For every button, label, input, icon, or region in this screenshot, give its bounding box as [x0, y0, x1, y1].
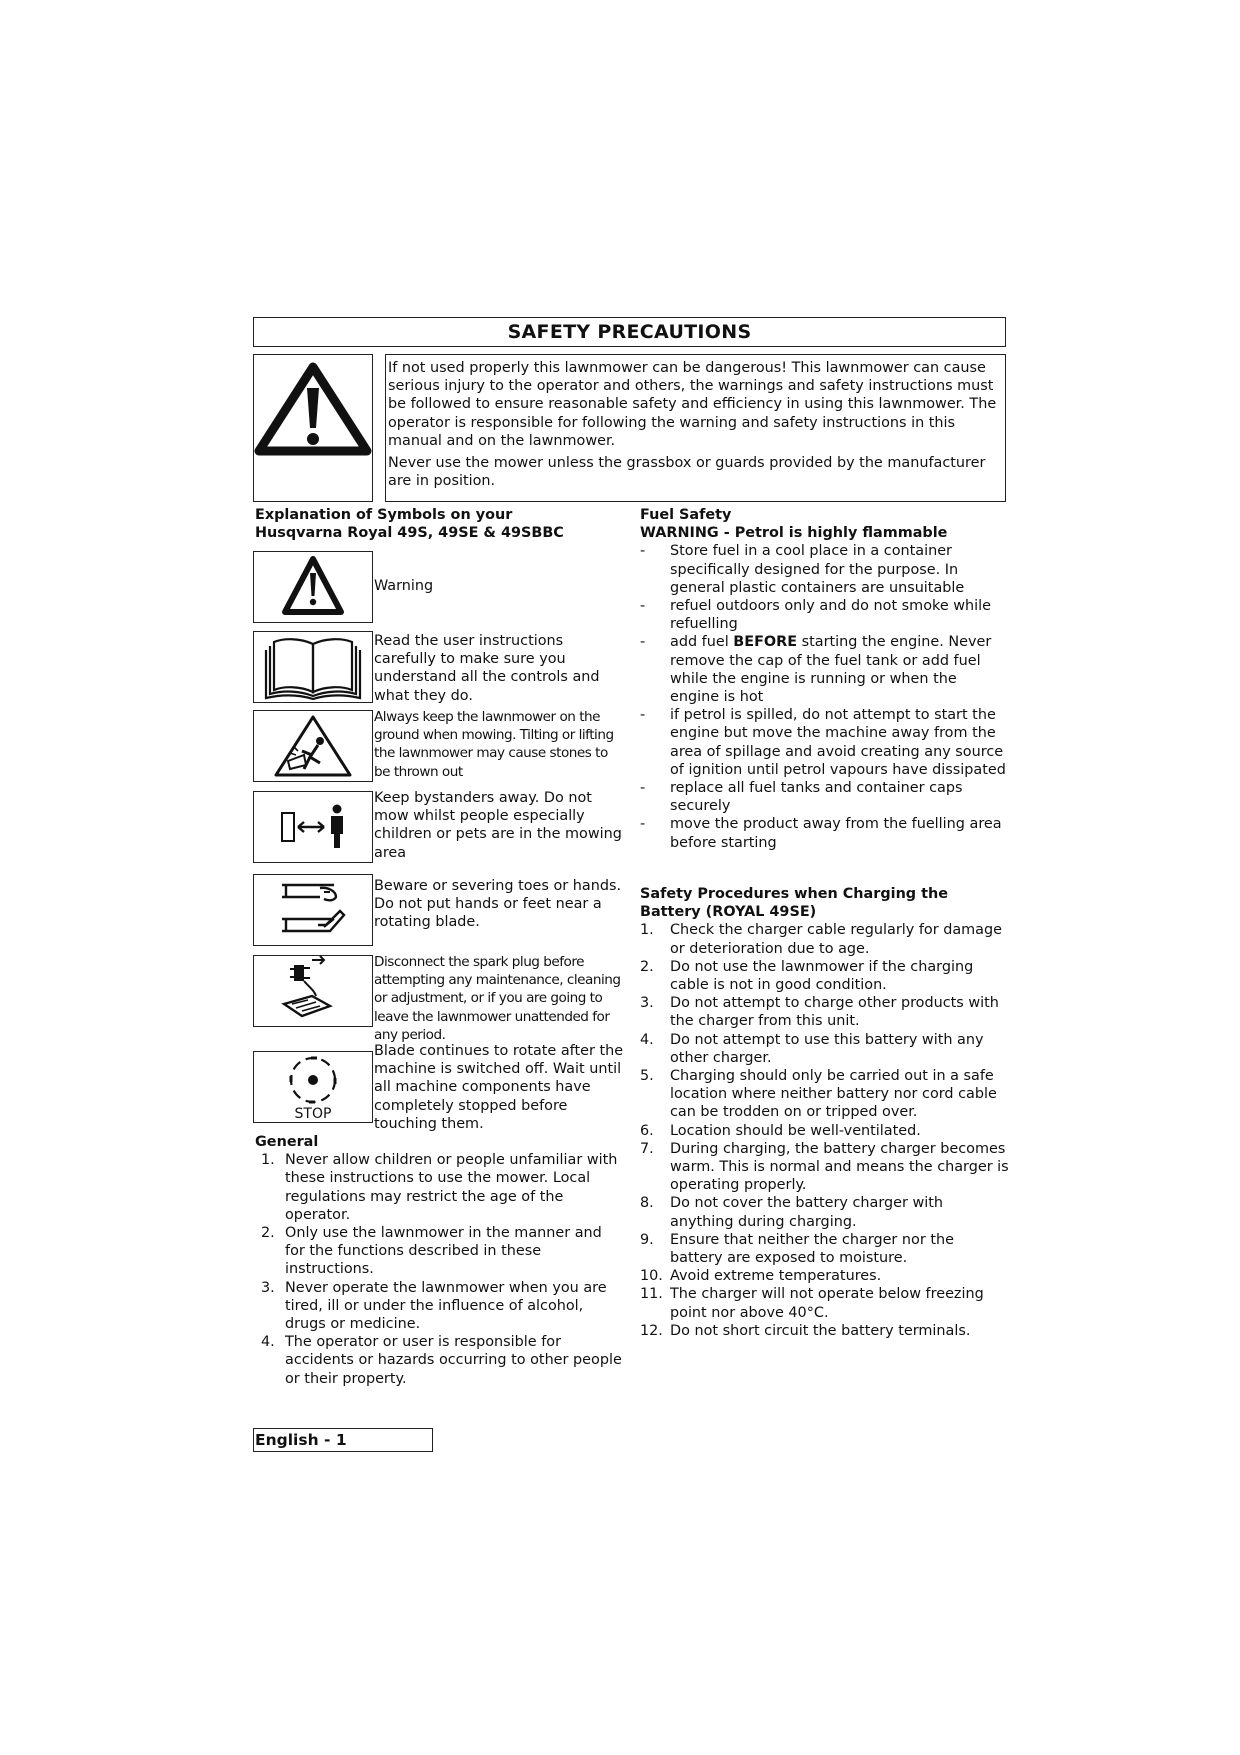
intro-paragraph: Never use the mower unless the grassbox or guards provided by the manufacturer are in position.: [388, 455, 986, 490]
list-item: - move the product away from the fuelling area before starting: [640, 816, 1002, 851]
symbol-description: Beware or severing toes or hands. Do not put hands or feet near a rotating blade.: [374, 878, 622, 931]
symbols-heading-line: Husqvarna Royal 49S, 49SE & 49SBBC: [255, 525, 564, 542]
warning-triangle-icon: [254, 552, 372, 622]
symbols-heading-line: Explanation of Symbols on your: [255, 507, 513, 523]
stop-label: STOP: [294, 1106, 332, 1122]
list-item: 5. Charging should only be carried out in a safe location where neither battery nor cord cable can be trodden on or tripped over.: [640, 1068, 997, 1121]
list-item: 6. Location should be well-ventilated.: [640, 1122, 921, 1139]
symbol-description: Read the user instructions carefully to make sure you understand all the controls and what they do.: [374, 633, 600, 704]
warning-triangle-icon: [254, 355, 372, 501]
intro-paragraph: If not used properly this lawnmower can be dangerous! This lawnmower can cause serious injury to the operator and others, the warnings and safety instructions must be followed to ensure reasonable safety and efficiency in using this lawnmower. The operator is responsible for following the warning and safety instructions in this manual and on the lawnmower.: [388, 360, 997, 449]
symbol-description: Always keep the lawnmower on the ground when mowing. Tilting or lifting the lawnmower may cause stones to be thrown out: [374, 709, 614, 780]
page-title: SAFETY PRECAUTIONS: [253, 317, 1006, 347]
symbol-box: [253, 710, 373, 782]
open-book-icon: [254, 632, 372, 702]
symbol-box: [253, 551, 373, 623]
charging-heading: Safety Procedures when Charging the Battery (ROYAL 49SE): [640, 886, 949, 921]
list-item: 4. The operator or user is responsible for accidents or hazards occurring to other people or their property.: [261, 1334, 622, 1387]
symbol-box: [253, 1051, 373, 1123]
symbol-description: Keep bystanders away. Do not mow whilst people especially children or pets are in the mowing area: [374, 790, 622, 861]
list-item: 2. Do not use the lawnmower if the charging cable is not in good condition.: [640, 958, 974, 994]
list-item: - if petrol is spilled, do not attempt to start the engine but move the machine away from the area of spillage and avoid creating any source of ignition until petrol vapours have dissipated: [640, 707, 1006, 778]
bystanders-distance-icon: [254, 792, 372, 862]
list-item: 8. Do not cover the battery charger with anything during charging.: [640, 1195, 943, 1230]
fuel-warning: WARNING - Petrol is highly flammable: [640, 525, 948, 542]
list-item: 9. Ensure that neither the charger nor the battery are exposed to moisture.: [640, 1231, 954, 1267]
blade-hands-feet-icon: [254, 875, 372, 945]
symbol-box: [253, 631, 373, 703]
page-footer: English - 1: [253, 1428, 433, 1452]
intro-text-box: [385, 354, 1006, 502]
list-item: 2. Only use the lawnmower in the manner and for the functions described in these instructions.: [261, 1225, 602, 1278]
list-item: 4. Do not attempt to use this battery with any other charger.: [640, 1031, 984, 1066]
blade-stop-icon: [254, 1052, 372, 1106]
symbol-description: Disconnect the spark plug before attempting any maintenance, cleaning or adjustment, or if you are going to leave the lawnmower unattended for any period.: [374, 954, 621, 1043]
list-item: - Store fuel in a cool place in a container specifically designed for the purpose. In general plastic containers are unsuitable: [640, 543, 965, 596]
charging-section: [640, 885, 1010, 1340]
symbol-box: [253, 791, 373, 863]
tilting-mower-icon: [254, 711, 372, 781]
general-heading: General: [255, 1134, 319, 1150]
list-item: 7. During charging, the battery charger becomes warm. This is normal and means the charger is operating properly.: [640, 1140, 1009, 1194]
general-section: [255, 1133, 625, 1388]
list-item: 1. Never allow children or people unfamiliar with these instructions to use the mower. Local regulations may restrict the age of the operator.: [261, 1152, 618, 1223]
list-item: 10. Avoid extreme temperatures.: [640, 1268, 882, 1285]
symbol-description: Blade continues to rotate after the machine is switched off. Wait until all machine components have completely stopped before touching them.: [374, 1043, 624, 1132]
list-item: 1. Check the charger cable regularly for damage or deterioration due to age.: [640, 922, 1002, 957]
list-item: 3. Never operate the lawnmower when you are tired, ill or under the influence of alcohol, drugs or medicine.: [261, 1279, 607, 1333]
spark-plug-manual-icon: [254, 956, 372, 1026]
symbol-box: [253, 874, 373, 946]
intro-warning-box: [253, 354, 373, 502]
list-item: - add fuel BEFORE starting the engine. Never remove the cap of the fuel tank or add fuel while the engine is running or when the engine is hot: [640, 634, 992, 706]
list-item: 3. Do not attempt to charge other products with the charger from this unit.: [640, 995, 999, 1030]
fuel-safety-section: [640, 506, 1010, 852]
symbol-box: [253, 955, 373, 1027]
symbol-description: Warning: [374, 578, 434, 594]
list-item: 12. Do not short circuit the battery terminals.: [640, 1322, 971, 1339]
fuel-heading: Fuel Safety: [640, 507, 732, 523]
list-item: 11. The charger will not operate below freezing point nor above 40°C.: [640, 1286, 984, 1321]
list-item: - refuel outdoors only and do not smoke while refuelling: [640, 598, 991, 633]
symbols-heading: [255, 506, 615, 542]
list-item: - replace all fuel tanks and container caps securely: [640, 780, 963, 815]
